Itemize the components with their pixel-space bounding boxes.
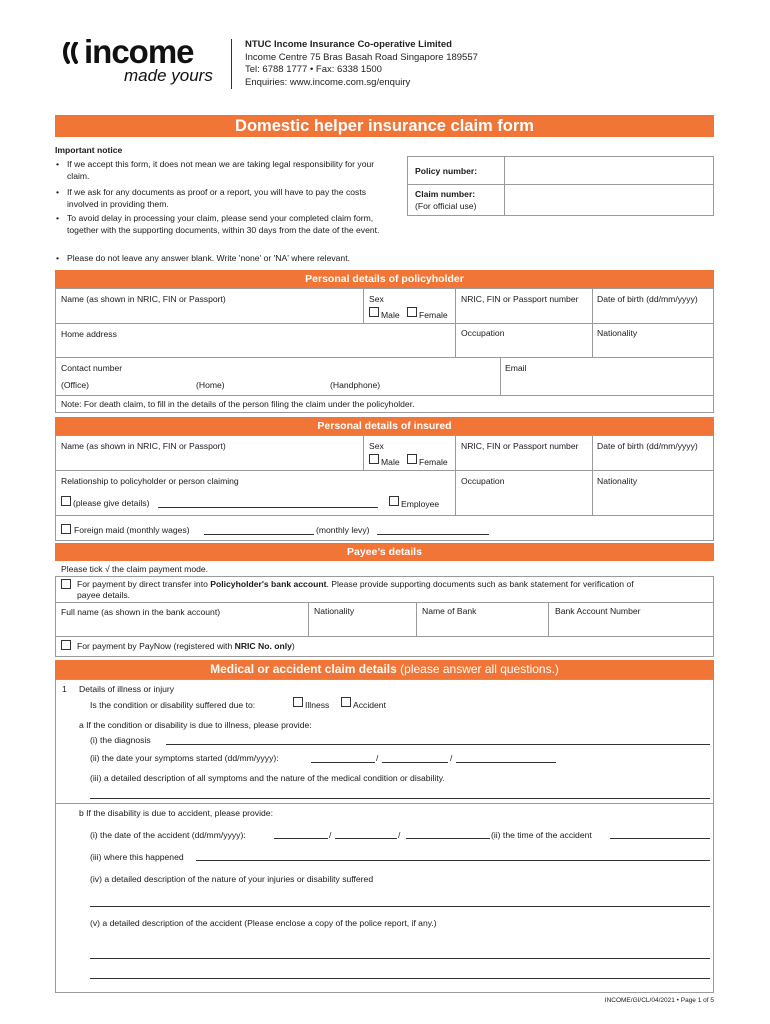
symptom-desc-line[interactable] [90, 798, 710, 799]
diagnosis-line[interactable] [166, 744, 710, 745]
ph-note: Note: For death claim, to fill in the details of the person filing the claim under the policyholder. [61, 399, 415, 409]
ph-female-checkbox[interactable] [407, 307, 417, 317]
ins-give-details-label: (please give details) [73, 498, 150, 508]
section-policyholder-header [55, 270, 714, 288]
symptom-date-label: (ii) the date your symptoms started (dd/mm/yyyy): [90, 753, 279, 763]
q1-question: Is the condition or disability suffered due to: [90, 700, 256, 710]
section-payee-title: Payee’s details [347, 546, 422, 558]
ph-name-label: Name (as shown in NRIC, FIN or Passport) [61, 294, 226, 304]
symptom-date-mm[interactable] [382, 762, 448, 763]
ph-male-checkbox[interactable] [369, 307, 379, 317]
ins-occupation-label: Occupation [461, 476, 505, 486]
ins-foreign-maid-label: Foreign maid (monthly wages) [74, 525, 190, 535]
accident-place-label: (iii) where this happened [90, 852, 184, 862]
accident-desc-line-2[interactable] [90, 978, 710, 979]
ph-handphone-label: (Handphone) [330, 380, 381, 390]
company-tel: Tel: 6788 1777 • Fax: 6338 1500 [245, 64, 382, 75]
section-policyholder-title: Personal details of policyholder [305, 273, 464, 285]
paynow-text-bold: NRIC No. only [234, 641, 292, 651]
ph-nationality-label: Nationality [597, 328, 638, 338]
company-address: Income Centre 75 Bras Basah Road Singapore 189557 [245, 51, 478, 63]
ph-address-label: Home address [61, 329, 117, 339]
accident-place-line[interactable] [196, 860, 710, 861]
ins-dob-label: Date of birth (dd/mm/yyyy) [597, 441, 698, 451]
q1-label: Details of illness or injury [79, 684, 175, 694]
ph-occupation-label: Occupation [461, 328, 505, 338]
paynow-text-post: ) [291, 641, 295, 651]
ins-give-details-line[interactable] [158, 507, 378, 508]
accident-intro: b If the disability is due to accident, please provide: [79, 808, 273, 818]
ph-sex-label: Sex [369, 294, 384, 304]
policy-number-input[interactable] [506, 158, 711, 182]
accident-checkbox[interactable] [341, 697, 351, 707]
accident-date-mm[interactable] [335, 838, 397, 839]
injury-desc-line[interactable] [90, 906, 710, 907]
claim-number-sub: (For official use) [415, 201, 477, 211]
illness-intro: a If the condition or disability is due to illness, please provide: [79, 720, 312, 730]
payee-account-label: Bank Account Number [555, 606, 641, 616]
form-title [55, 115, 714, 137]
payee-fullname-label: Full name (as shown in the bank account) [61, 607, 221, 617]
accident-date-label: (i) the date of the accident (dd/mm/yyyy): [90, 830, 246, 840]
logo-tagline: made yours [124, 66, 213, 85]
ph-contact-label: Contact number [61, 363, 123, 373]
payee-nationality-label: Nationality [314, 606, 355, 616]
diagnosis-label: (i) the diagnosis [90, 735, 151, 745]
payee-bank-label: Name of Bank [422, 606, 477, 616]
page-footer: INCOME/GI/CL/04/2021 • Page 1 of 5 [604, 997, 714, 1004]
notice-item-4: • Please do not leave any answer blank. Write 'none' or 'NA' where relevant. [67, 252, 427, 264]
symptom-date-dd[interactable] [311, 762, 375, 763]
ins-monthly-levy-label: (monthly levy) [316, 525, 370, 535]
ins-monthly-wages-line[interactable] [204, 534, 314, 535]
notice-item-2: • If we ask for any documents as proof or a report, you will have to pay the costs involved in providing them. [67, 186, 397, 210]
illness-checkbox[interactable] [293, 697, 303, 707]
company-info [245, 39, 478, 89]
paynow-text-pre: For payment by PayNow (registered with [77, 641, 235, 651]
ph-female-label: Female [419, 310, 448, 320]
q1-number: 1 [62, 684, 67, 694]
bank-transfer-text-post: . Please provide supporting documents such as bank statement for verification of [326, 579, 634, 589]
symptom-date-yyyy[interactable] [456, 762, 556, 763]
paynow-checkbox[interactable] [61, 640, 71, 650]
notice-item-1: • If we accept this form, it does not mean we are taking legal responsibility for your claim. [67, 158, 397, 182]
section-medical-header [55, 660, 714, 679]
payee-instruction: Please tick √ the claim payment mode. [61, 564, 209, 574]
accident-date-yyyy[interactable] [406, 838, 490, 839]
ins-give-details-checkbox[interactable] [61, 496, 71, 506]
ph-dob-label: Date of birth (dd/mm/yyyy) [597, 294, 698, 304]
section-insured-title: Personal details of insured [317, 420, 452, 432]
bank-transfer-text-bold: Policyholder's bank account [210, 579, 327, 589]
ph-office-label: (Office) [61, 380, 90, 390]
bank-transfer-text-pre: For payment by direct transfer into [77, 579, 211, 589]
accident-date-slash-1: / [329, 830, 332, 840]
ins-nric-label: NRIC, FIN or Passport number [461, 441, 579, 451]
logo-mark-icon [62, 42, 82, 64]
notice-item-3: • To avoid delay in processing your claim, please send your completed claim form, together with the supporting documents, within 30 days from the date of the event. [67, 212, 397, 236]
symptom-desc-label: (iii) a detailed description of all symptoms and the nature of the medical condition or disability. [90, 773, 445, 783]
ins-foreign-maid-checkbox[interactable] [61, 524, 71, 534]
symptom-date-slash-2: / [450, 753, 453, 763]
notice-heading: Important notice [55, 145, 123, 155]
policy-number-label: Policy number: [415, 166, 478, 176]
company-name: NTUC Income Insurance Co-operative Limited [245, 39, 452, 50]
ins-nationality-label: Nationality [597, 476, 638, 486]
ins-female-checkbox[interactable] [407, 454, 417, 464]
ph-email-label: Email [505, 363, 527, 373]
form-title-text: Domestic helper insurance claim form [235, 117, 534, 135]
illness-label: Illness [305, 700, 330, 710]
accident-date-slash-2: / [398, 830, 401, 840]
ph-home-label: (Home) [196, 380, 225, 390]
accident-date-dd[interactable] [274, 838, 328, 839]
paynow-text [77, 641, 295, 652]
logo [62, 34, 222, 89]
ins-sex-label: Sex [369, 441, 384, 451]
injury-desc-label: (iv) a detailed description of the nature of your injuries or disability suffered [90, 874, 374, 884]
symptom-date-slash-1: / [376, 753, 379, 763]
logo-word: income [84, 33, 194, 70]
ins-employee-checkbox[interactable] [389, 496, 399, 506]
accident-desc-label: (v) a detailed description of the accident (Please enclose a copy of the police report, if any.) [90, 918, 437, 928]
accident-time-label: (ii) the time of the accident [491, 830, 592, 840]
accident-label: Accident [353, 700, 386, 710]
bank-transfer-text [77, 579, 634, 590]
ins-monthly-levy-line[interactable] [377, 534, 489, 535]
ins-female-label: Female [419, 457, 448, 467]
header-divider [231, 39, 232, 89]
section-medical-title: Medical or accident claim details [210, 662, 397, 676]
claim-number-label: Claim number: [415, 189, 476, 199]
section-insured-header [55, 417, 714, 435]
accident-time-line[interactable] [610, 838, 710, 839]
ins-employee-label: Employee [401, 499, 440, 509]
company-enquiries: Enquiries: www.income.com.sg/enquiry [245, 76, 411, 88]
ins-relationship-label: Relationship to policyholder or person claiming [61, 476, 239, 486]
ins-male-label: Male [381, 457, 400, 467]
ph-male-label: Male [381, 310, 400, 320]
ph-name-input[interactable] [58, 306, 360, 321]
accident-desc-line-1[interactable] [90, 958, 710, 959]
ph-nric-label: NRIC, FIN or Passport number [461, 294, 579, 304]
ins-male-checkbox[interactable] [369, 454, 379, 464]
ins-name-label: Name (as shown in NRIC, FIN or Passport) [61, 441, 226, 451]
bank-transfer-checkbox[interactable] [61, 579, 71, 589]
claim-number-input[interactable] [506, 186, 711, 214]
section-medical-subtitle: (please answer all questions.) [396, 662, 559, 676]
bank-transfer-text-2: payee details. [77, 590, 131, 600]
section-payee-header [55, 543, 714, 561]
